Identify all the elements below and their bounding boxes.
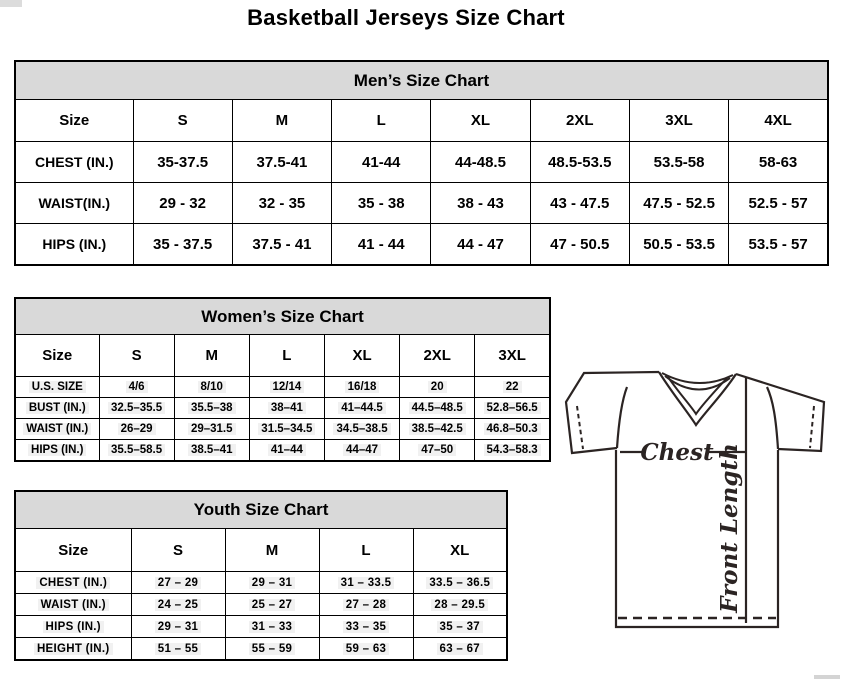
- cell-text: 31.5–34.5: [258, 423, 315, 435]
- cell-text: U.S. SIZE: [29, 381, 86, 393]
- measurement-value: 35 - 38: [332, 183, 431, 224]
- measurement-value: [131, 594, 225, 616]
- measurement-value: [225, 638, 319, 661]
- cell-text: 20: [428, 381, 447, 393]
- size-column-header: XL: [413, 529, 507, 572]
- womens-size-table: [14, 297, 551, 462]
- jersey-right-cuff-stitch: [810, 406, 814, 448]
- table-title-row: [15, 298, 550, 335]
- cell-text: 25 – 27: [249, 599, 295, 611]
- size-header-label: Size: [15, 100, 133, 142]
- measurement-value: [99, 440, 174, 462]
- cell-text: 12/14: [270, 381, 305, 393]
- table-title: Women’s Size Chart: [15, 298, 550, 335]
- cell-text: 33 – 35: [343, 621, 389, 633]
- cell-text: 35.5–58.5: [108, 444, 165, 456]
- size-column-header: S: [133, 100, 232, 142]
- measurement-value: [319, 616, 413, 638]
- measurement-value: 53.5-58: [629, 142, 728, 183]
- measurement-value: 52.5 - 57: [729, 183, 828, 224]
- measurement-row: [15, 419, 550, 440]
- table-title-row: [15, 491, 507, 529]
- cell-text: HIPS (IN.): [43, 621, 104, 633]
- size-header-label: Size: [15, 335, 99, 377]
- measurement-value: [324, 440, 399, 462]
- measurement-value: [99, 377, 174, 398]
- measurement-row: [15, 440, 550, 462]
- measurement-value: [413, 572, 507, 594]
- measurement-value: [475, 398, 550, 419]
- measurement-row: [15, 377, 550, 398]
- measurement-label: [15, 419, 99, 440]
- measurement-value: [400, 440, 475, 462]
- table-title: Youth Size Chart: [15, 491, 507, 529]
- measurement-label: [15, 377, 99, 398]
- measurement-value: [475, 377, 550, 398]
- size-column-header: L: [332, 100, 431, 142]
- measurement-value: [400, 398, 475, 419]
- measurement-row: [15, 183, 828, 224]
- size-column-header: 3XL: [629, 100, 728, 142]
- cell-text: 31 – 33: [249, 621, 295, 633]
- chest-label: Chest: [640, 439, 714, 466]
- size-column-header: L: [249, 335, 324, 377]
- size-column-header: XL: [431, 100, 530, 142]
- cell-text: 29 – 31: [155, 621, 201, 633]
- measurement-value: 41 - 44: [332, 224, 431, 266]
- measurement-value: [131, 638, 225, 661]
- cell-text: 46.8–50.3: [484, 423, 541, 435]
- measurement-value: 35 - 37.5: [133, 224, 232, 266]
- measurement-label: [15, 572, 131, 594]
- youth-size-table: [14, 490, 508, 661]
- cell-text: 27 – 29: [155, 577, 201, 589]
- measurement-label: WAIST(IN.): [15, 183, 133, 224]
- measurement-value: 37.5-41: [232, 142, 331, 183]
- measurement-value: [400, 419, 475, 440]
- measurement-value: [99, 419, 174, 440]
- jersey-left-cuff-stitch: [577, 406, 583, 449]
- size-column-header: M: [232, 100, 331, 142]
- cell-text: 29–31.5: [188, 423, 236, 435]
- measurement-value: [249, 377, 324, 398]
- front-length-label: Front Length: [716, 443, 743, 613]
- page-title: Basketball Jerseys Size Chart: [247, 5, 565, 30]
- measurement-row: [15, 572, 507, 594]
- cell-text: 63 – 67: [437, 643, 483, 655]
- measurement-value: [413, 594, 507, 616]
- size-column-header: M: [174, 335, 249, 377]
- scrollbar-fragment-right[interactable]: [814, 675, 840, 679]
- cell-text: HEIGHT (IN.): [34, 643, 113, 655]
- jersey-body-outline: [616, 450, 778, 627]
- measurement-value: [249, 398, 324, 419]
- size-column-header: S: [99, 335, 174, 377]
- cell-text: 44–47: [343, 444, 381, 456]
- measurement-row: [15, 616, 507, 638]
- measurement-label: [15, 398, 99, 419]
- cell-text: 27 – 28: [343, 599, 389, 611]
- measurement-label: CHEST (IN.): [15, 142, 133, 183]
- measurement-value: [319, 594, 413, 616]
- measurement-value: 44-48.5: [431, 142, 530, 183]
- cell-text: 38–41: [268, 402, 306, 414]
- measurement-row: [15, 638, 507, 661]
- cell-text: 38.5–42.5: [409, 423, 466, 435]
- cell-text: 29 – 31: [249, 577, 295, 589]
- table-title-row: [15, 61, 828, 100]
- cell-text: BUST (IN.): [26, 402, 89, 414]
- size-column-header: 3XL: [475, 335, 550, 377]
- measurement-value: [324, 419, 399, 440]
- measurement-value: [249, 419, 324, 440]
- measurement-value: 37.5 - 41: [232, 224, 331, 266]
- measurement-value: [413, 638, 507, 661]
- cell-text: 38.5–41: [188, 444, 236, 456]
- measurement-row: [15, 594, 507, 616]
- measurement-value: [225, 594, 319, 616]
- measurement-value: [174, 398, 249, 419]
- cell-text: 32.5–35.5: [108, 402, 165, 414]
- cell-text: 47–50: [418, 444, 456, 456]
- scrollbar-fragment-left[interactable]: [0, 0, 22, 7]
- measurement-value: [475, 440, 550, 462]
- cell-text: 35.5–38: [188, 402, 236, 414]
- measurement-label: [15, 440, 99, 462]
- size-header-label: Size: [15, 529, 131, 572]
- measurement-value: [131, 616, 225, 638]
- cell-text: 33.5 – 36.5: [426, 577, 493, 589]
- cell-text: WAIST (IN.): [38, 599, 109, 611]
- measurement-value: [324, 398, 399, 419]
- size-header-row: [15, 529, 507, 572]
- measurement-label: [15, 616, 131, 638]
- measurement-value: [174, 440, 249, 462]
- measurement-value: 41-44: [332, 142, 431, 183]
- size-header-row: [15, 100, 828, 142]
- size-column-header: 4XL: [729, 100, 828, 142]
- size-column-header: 2XL: [400, 335, 475, 377]
- measurement-value: 58-63: [729, 142, 828, 183]
- measurement-value: 32 - 35: [232, 183, 331, 224]
- measurement-value: [319, 638, 413, 661]
- measurement-value: [99, 398, 174, 419]
- measurement-value: 47.5 - 52.5: [629, 183, 728, 224]
- cell-text: 51 – 55: [155, 643, 201, 655]
- jersey-left-armhole-seam: [617, 387, 627, 448]
- cell-text: HIPS (IN.): [28, 444, 86, 456]
- cell-text: 26–29: [118, 423, 156, 435]
- cell-text: 52.8–56.5: [484, 402, 541, 414]
- measurement-value: [319, 572, 413, 594]
- measurement-value: [174, 377, 249, 398]
- cell-text: CHEST (IN.): [36, 577, 110, 589]
- measurement-value: [225, 572, 319, 594]
- size-column-header: 2XL: [530, 100, 629, 142]
- measurement-value: 50.5 - 53.5: [629, 224, 728, 266]
- measurement-value: 43 - 47.5: [530, 183, 629, 224]
- cell-text: 8/10: [198, 381, 226, 393]
- cell-text: 55 – 59: [249, 643, 295, 655]
- measurement-value: [400, 377, 475, 398]
- cell-text: WAIST (IN.): [23, 423, 91, 435]
- measurement-value: [413, 616, 507, 638]
- measurement-value: [131, 572, 225, 594]
- table-title: Men’s Size Chart: [15, 61, 828, 100]
- size-column-header: L: [319, 529, 413, 572]
- measurement-value: 48.5-53.5: [530, 142, 629, 183]
- cell-text: 4/6: [126, 381, 148, 393]
- measurement-row: [15, 398, 550, 419]
- measurement-value: [225, 616, 319, 638]
- cell-text: 59 – 63: [343, 643, 389, 655]
- cell-text: 41–44.5: [338, 402, 386, 414]
- cell-text: 54.3–58.3: [484, 444, 541, 456]
- measurement-label: [15, 594, 131, 616]
- measurement-value: [249, 440, 324, 462]
- measurement-value: [475, 419, 550, 440]
- size-column-header: S: [131, 529, 225, 572]
- cell-text: 41–44: [268, 444, 306, 456]
- cell-text: 22: [503, 381, 522, 393]
- jersey-right-armhole-seam: [767, 387, 778, 449]
- measurement-value: 44 - 47: [431, 224, 530, 266]
- measurement-value: 35-37.5: [133, 142, 232, 183]
- measurement-value: [324, 377, 399, 398]
- measurement-label: [15, 638, 131, 661]
- size-header-row: [15, 335, 550, 377]
- size-column-header: XL: [324, 335, 399, 377]
- cell-text: 44.5–48.5: [409, 402, 466, 414]
- measurement-value: 29 - 32: [133, 183, 232, 224]
- cell-text: 16/18: [345, 381, 380, 393]
- measurement-row: [15, 142, 828, 183]
- cell-text: 31 – 33.5: [338, 577, 395, 589]
- mens-size-table: [14, 60, 829, 266]
- cell-text: 34.5–38.5: [333, 423, 390, 435]
- jersey-measurement-diagram: [556, 360, 828, 640]
- measurement-label: HIPS (IN.): [15, 224, 133, 266]
- measurement-value: 47 - 50.5: [530, 224, 629, 266]
- measurement-row: [15, 224, 828, 266]
- cell-text: 35 – 37: [437, 621, 483, 633]
- measurement-value: 38 - 43: [431, 183, 530, 224]
- cell-text: 24 – 25: [155, 599, 201, 611]
- size-column-header: M: [225, 529, 319, 572]
- measurement-value: [174, 419, 249, 440]
- cell-text: 28 – 29.5: [431, 599, 488, 611]
- measurement-value: 53.5 - 57: [729, 224, 828, 266]
